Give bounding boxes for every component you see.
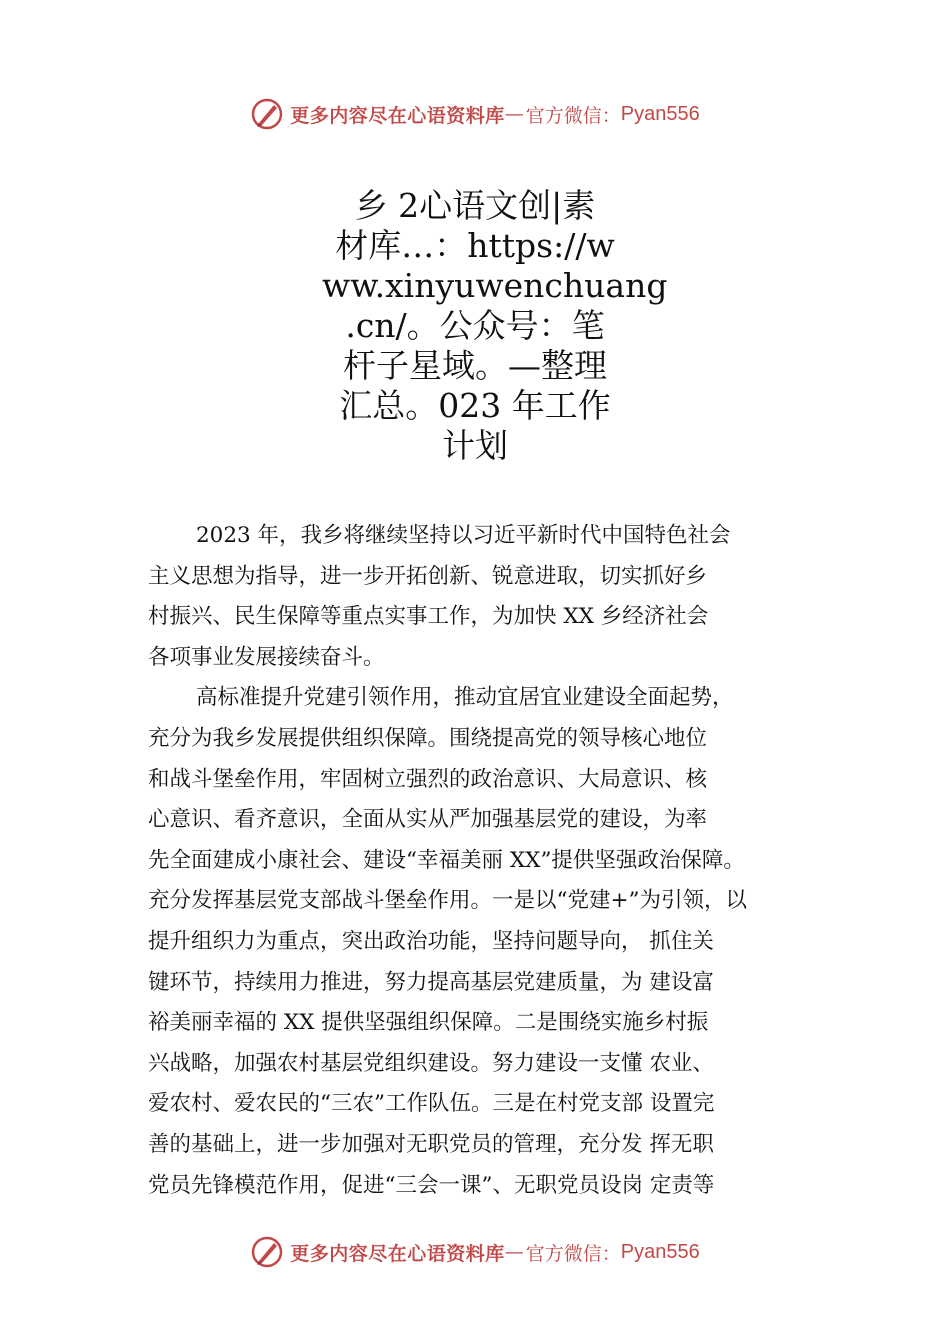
body-line: 各项事业发展接续奋斗。: [148, 644, 385, 670]
body-line: 高标准提升党建引领作用，推动宜居宜业建设全面起势，: [196, 685, 734, 711]
title-line: 杆子星域。—整理: [343, 346, 607, 385]
body-line: 兴战略，加强农村基层党组织建设。努力建设一支懂 农业、: [148, 1050, 714, 1076]
body-line: 提升组织力为重点，突出政治功能，坚持问题导向， 抓住关: [148, 928, 714, 954]
banner-text: 更多内容尽在心语资料库: [290, 104, 505, 127]
banner-separator: —: [504, 103, 524, 125]
body-line: 党员先锋模范作用，促进“三会一课”、无职党员设岗 定责等: [148, 1172, 715, 1198]
banner-separator: —: [504, 1241, 524, 1263]
title-line: ww.xinyuwenchuang: [322, 266, 668, 305]
body-line: 裕美丽幸福的 XX 提供坚强组织保障。二是围绕实施乡村振: [148, 1010, 709, 1036]
body-line: 先全面建成小康社会、建设“幸福美丽 XX”提供坚强政治保障。: [148, 847, 745, 873]
body-line: 充分为我乡发展提供组织保障。围绕提高党的领导核心地位: [148, 725, 708, 751]
document-title: [322, 186, 668, 466]
title-line: 材库…：https://w: [335, 226, 615, 265]
body-line: 和战斗堡垒作用，牢固树立强烈的政治意识、大局意识、核: [148, 766, 708, 792]
footer-banner: [0, 1232, 950, 1272]
pen-logo-icon: [250, 97, 284, 131]
banner-wechat-id: Pyan556: [620, 1240, 700, 1263]
title-line: 汇总。023 年工作: [339, 386, 611, 425]
body-line: 善的基础上，进一步加强对无职党员的管理，充分发 挥无职: [148, 1131, 714, 1157]
header-banner: [0, 94, 950, 134]
title-line: 乡 2心语文创|素: [354, 186, 596, 225]
body-line: 心意识、看齐意识，全面从实从严加强基层党的建设，为率: [148, 807, 708, 833]
body-line: 村振兴、民生保障等重点实事工作，为加快 XX 乡经济社会: [148, 604, 709, 630]
pen-logo-icon: [250, 1235, 284, 1269]
body-line: 主义思想为指导，进一步开拓创新、锐意进取，切实抓好乡: [148, 563, 708, 589]
body-line: 键环节，持续用力推进，努力提高基层党建质量，为 建设富: [148, 969, 714, 995]
title-line: 计划: [442, 426, 508, 465]
banner-wechat-label: 官方微信：: [525, 104, 621, 127]
document-body: [148, 516, 848, 1206]
banner-wechat-id: Pyan556: [620, 102, 700, 125]
title-line: .cn/。公众号：笔: [345, 306, 605, 345]
banner-text: 更多内容尽在心语资料库: [290, 1242, 505, 1265]
banner-wechat-label: 官方微信：: [525, 1242, 621, 1265]
body-line: 2023 年，我乡将继续坚持以习近平新时代中国特色社会: [196, 523, 731, 548]
body-line: 充分发挥基层党支部战斗堡垒作用。一是以“党建+”为引领，以: [148, 888, 748, 914]
body-line: 爱农村、爱农民的“三农”工作队伍。三是在村党支部 设置完: [148, 1091, 715, 1117]
